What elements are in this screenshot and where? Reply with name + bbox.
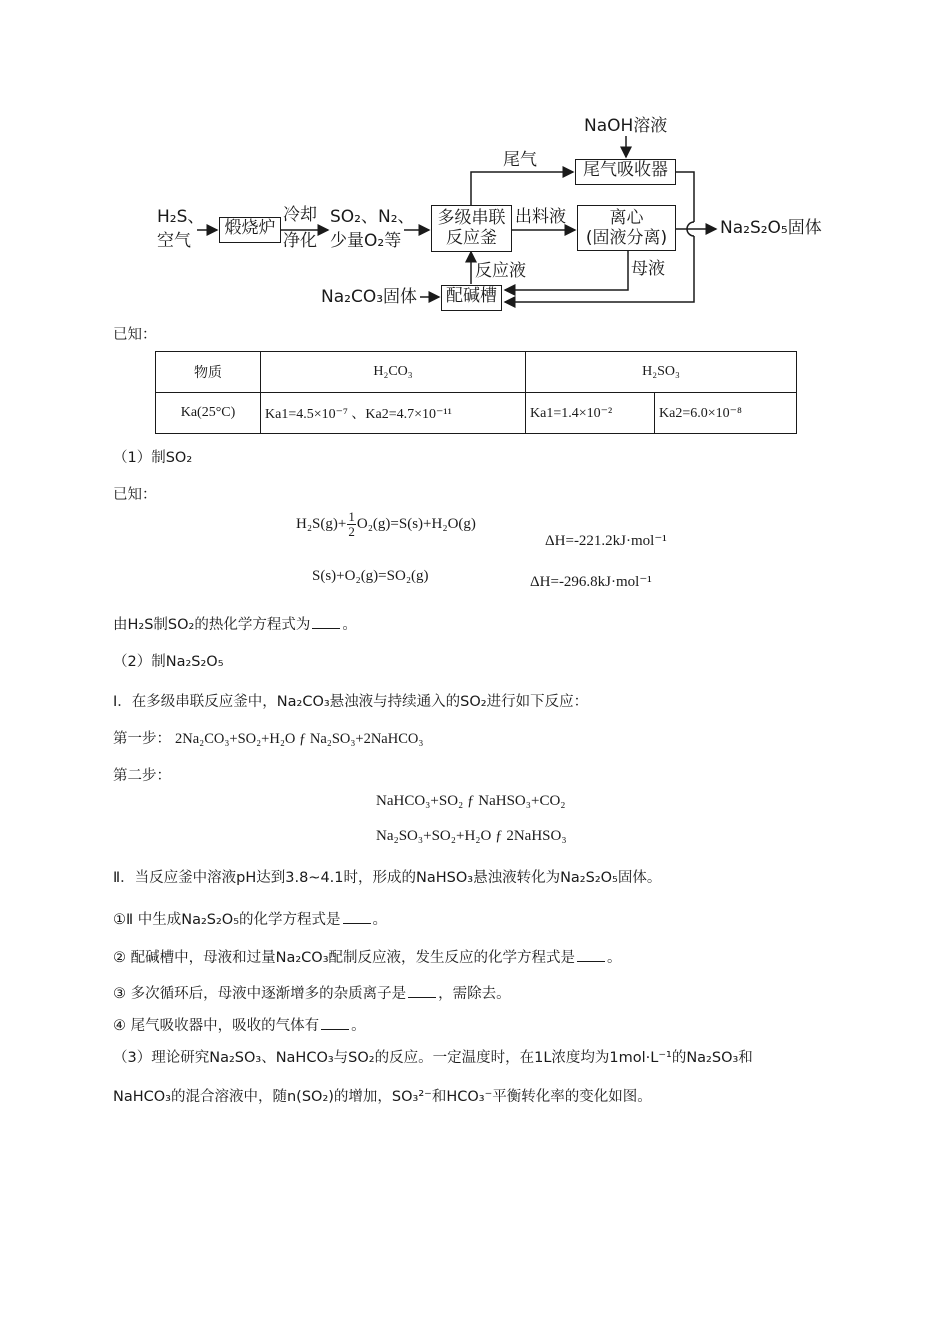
gas-mix-label-2: 少量O₂等 — [330, 231, 402, 251]
sub2-text: ② 配碱槽中，母液和过量Na₂CO₃配制反应液，发生反应的化学方程式是 — [113, 950, 576, 966]
equation-2-dh: ΔH=-296.8kJ·mol⁻¹ — [530, 574, 652, 590]
q2-sub4 — [113, 1014, 366, 1035]
alkali-tank-box — [441, 285, 502, 311]
table-cell-h2co3-ka: Ka1=4.5×10⁻⁷ 、Ka2=4.7×10⁻¹¹ — [261, 393, 526, 434]
feed-air-label: 空气 — [157, 231, 191, 251]
equation-1-dh: ΔH=-221.2kJ·mol⁻¹ — [545, 533, 667, 549]
known-heading-2: 已知： — [113, 487, 157, 503]
discharge-label: 出料液 — [515, 207, 566, 227]
eq1-left: H₂S(g)+ — [296, 515, 347, 532]
answer-blank[interactable] — [321, 1017, 349, 1030]
step1-line — [113, 727, 423, 748]
equation-1 — [296, 510, 476, 539]
answer-blank[interactable] — [343, 911, 371, 924]
sub3-text: ③ 多次循环后，母液中逐渐增多的杂质离子是 — [113, 986, 407, 1002]
eq1-right: O₂(g)=S(s)+H₂O(g) — [356, 515, 476, 532]
ka-table — [155, 351, 797, 434]
q2-part-ii: Ⅱ．当反应釜中溶液pH达到3.8~4.1时，形成的NaHSO₃悬浊液转化为Na₂S₂O₅固体。 — [113, 870, 662, 886]
q1-question — [113, 613, 357, 634]
mother-liquor-label: 母液 — [631, 259, 665, 279]
q1-title: （1）制SO₂ — [113, 450, 193, 466]
table-cell-h2so3-ka1: Ka1=1.4×10⁻² — [526, 393, 655, 434]
absorber-label: 尾气吸收器 — [583, 160, 668, 180]
step2-equation-1: NaHCO₃+SO₂ ƒ NaHSO₃+CO₂ — [376, 793, 566, 809]
gas-mix-label-1: SO₂、N₂、 — [330, 207, 415, 227]
answer-blank[interactable] — [577, 949, 605, 962]
q1-question-text: 由H₂S制SO₂的热化学方程式为 — [113, 617, 311, 633]
reactor-box — [431, 205, 512, 252]
cool-label: 冷却 — [283, 205, 317, 225]
step2-label: 第二步： — [113, 768, 171, 784]
centrifuge-box — [577, 205, 676, 251]
feed-h2s-label: H₂S、 — [157, 207, 205, 227]
furnace-box — [219, 217, 281, 243]
q3-line-1: （3）理论研究Na₂SO₃、NaHCO₃与SO₂的反应。一定温度时，在1L浓度均为1mol·L⁻¹的Na₂SO₃和 — [113, 1050, 753, 1066]
table-cell-h2so3-ka2: Ka2=6.0×10⁻⁸ — [655, 393, 797, 434]
table-header-substance: 物质 — [156, 352, 261, 393]
known-heading-1: 已知： — [113, 327, 157, 343]
reactor-label-1: 多级串联 — [437, 208, 506, 228]
table-row — [156, 352, 797, 393]
reactor-label-2: 反应釜 — [446, 228, 497, 248]
sub4-text: ④ 尾气吸收器中，吸收的气体有 — [113, 1018, 320, 1034]
q2-part-i: I．在多级串联反应釜中，Na₂CO₃悬浊液与持续通入的SO₂进行如下反应： — [113, 694, 589, 710]
q2-title: （2）制Na₂S₂O₅ — [113, 654, 224, 670]
table-cell-ka: Ka(25°C) — [156, 393, 261, 434]
q1-question-end: 。 — [342, 617, 357, 633]
table-header-h2so3: H₂SO₃ — [526, 352, 797, 393]
purify-label: 净化 — [283, 231, 317, 251]
sub4-end: 。 — [351, 1018, 366, 1034]
eq1-frac-num: 1 — [348, 509, 355, 524]
q2-sub2 — [113, 946, 622, 967]
table-row — [156, 393, 797, 434]
answer-blank[interactable] — [408, 985, 436, 998]
alkali-tank-label: 配碱槽 — [446, 286, 497, 306]
furnace-label: 煅烧炉 — [224, 218, 276, 238]
tail-gas-label: 尾气 — [503, 150, 537, 170]
q3-line-2: NaHCO₃的混合溶液中，随n(SO₂)的增加，SO₃²⁻和HCO₃⁻平衡转化率的变化如图。 — [113, 1089, 652, 1105]
step2-equation-2: Na₂SO₃+SO₂+H₂O ƒ 2NaHSO₃ — [376, 828, 567, 844]
sub3-end: ，需除去。 — [438, 986, 511, 1002]
step1-label: 第一步： — [113, 731, 171, 747]
answer-blank[interactable] — [312, 616, 340, 629]
step1-equation: 2Na₂CO₃+SO₂+H₂O ƒ Na₂SO₃+2NaHCO₃ — [175, 731, 424, 747]
table-header-h2co3: H₂CO₃ — [261, 352, 526, 393]
na2co3-feed-label: Na₂CO₃固体 — [321, 287, 418, 307]
eq1-fraction — [347, 510, 356, 539]
q2-sub1 — [113, 908, 387, 929]
centrifuge-label-1: 离心 — [609, 208, 644, 228]
sub2-end: 。 — [607, 950, 622, 966]
sub1-text: ①Ⅱ 中生成Na₂S₂O₅的化学方程式是 — [113, 912, 341, 928]
product-label: Na₂S₂O₅固体 — [720, 218, 822, 238]
absorber-box — [575, 159, 676, 185]
sub1-end: 。 — [372, 912, 388, 928]
eq1-frac-den: 2 — [348, 524, 355, 539]
naoh-label: NaOH溶液 — [584, 116, 668, 136]
reaction-liquid-label: 反应液 — [475, 261, 526, 281]
centrifuge-label-2: (固液分离) — [585, 228, 668, 248]
equation-2: S(s)+O₂(g)=SO₂(g) — [312, 568, 429, 584]
q2-sub3 — [113, 982, 511, 1003]
